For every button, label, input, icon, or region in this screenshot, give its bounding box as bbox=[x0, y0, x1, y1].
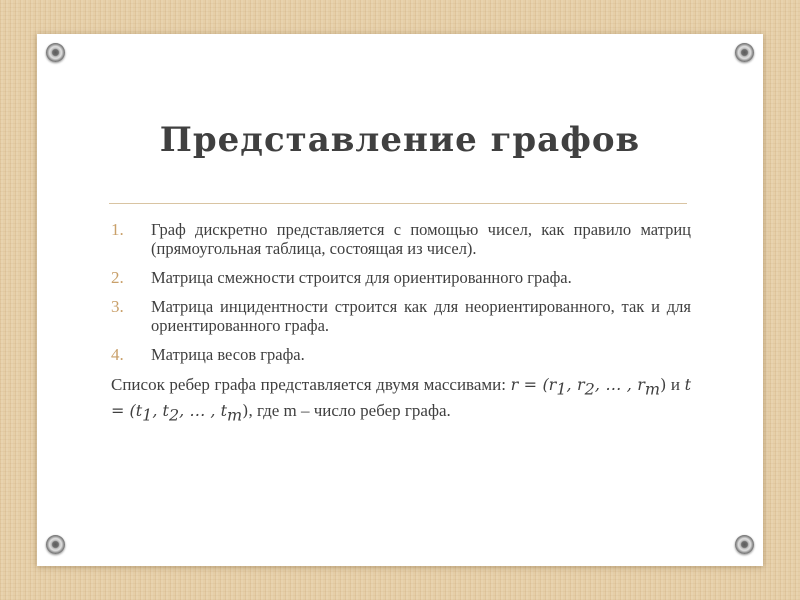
paragraph-intro: Список ребер графа представляется двумя массивами: bbox=[111, 375, 511, 394]
math-subscript: m bbox=[227, 405, 243, 425]
pushpin-icon bbox=[46, 535, 65, 554]
list-item-text: Матрица весов графа. bbox=[151, 345, 305, 364]
math-r-mid: , r bbox=[566, 375, 585, 394]
list-item bbox=[111, 220, 691, 258]
math-t-mid: , t bbox=[152, 401, 169, 421]
math-subscript: 2 bbox=[168, 405, 180, 425]
math-var-r: r bbox=[510, 375, 519, 394]
slide bbox=[37, 34, 763, 566]
list-number: 3. bbox=[111, 297, 124, 316]
math-subscript: 1 bbox=[142, 405, 153, 425]
math-t-ellipsis: , … , t bbox=[179, 401, 228, 421]
pushpin-icon bbox=[735, 535, 754, 554]
math-equals: = bbox=[111, 401, 130, 421]
paragraph-and: и bbox=[666, 375, 685, 394]
list-number: 2. bbox=[111, 268, 124, 287]
list-number: 1. bbox=[111, 220, 124, 239]
paragraph-ending: , где m – число ребер графа. bbox=[248, 401, 451, 421]
slide-title: Представление графов bbox=[159, 120, 641, 160]
list-item bbox=[111, 345, 691, 364]
math-equals: = bbox=[518, 375, 543, 394]
math-subscript: m bbox=[644, 379, 661, 399]
math-close: ) bbox=[242, 401, 249, 421]
slide-content bbox=[111, 220, 691, 427]
math-subscript: 1 bbox=[556, 379, 567, 399]
math-r-open: (r bbox=[542, 375, 557, 394]
list-item bbox=[111, 268, 691, 287]
edge-list-paragraph bbox=[111, 374, 691, 427]
math-r-ellipsis: , … , r bbox=[594, 375, 645, 394]
pushpin-icon bbox=[46, 43, 65, 62]
list-number: 4. bbox=[111, 345, 124, 364]
pushpin-icon bbox=[735, 43, 754, 62]
math-close: ) bbox=[660, 375, 667, 394]
list-item-text: Матрица инцидентности строится как для неориентированного, так и для ориентированного графа. bbox=[151, 297, 691, 335]
list-item bbox=[111, 297, 691, 335]
list-item-text: Граф дискретно представляется с помощью чисел, как правило матриц (прямоугольная таблица, состоящая из чисел). bbox=[151, 220, 691, 258]
math-t-open: (t bbox=[129, 401, 143, 421]
list-item-text: Матрица смежности строится для ориентированного графа. bbox=[151, 268, 572, 287]
math-subscript: 2 bbox=[584, 379, 595, 399]
title-divider bbox=[109, 203, 687, 204]
math-var-t: t bbox=[684, 375, 691, 394]
